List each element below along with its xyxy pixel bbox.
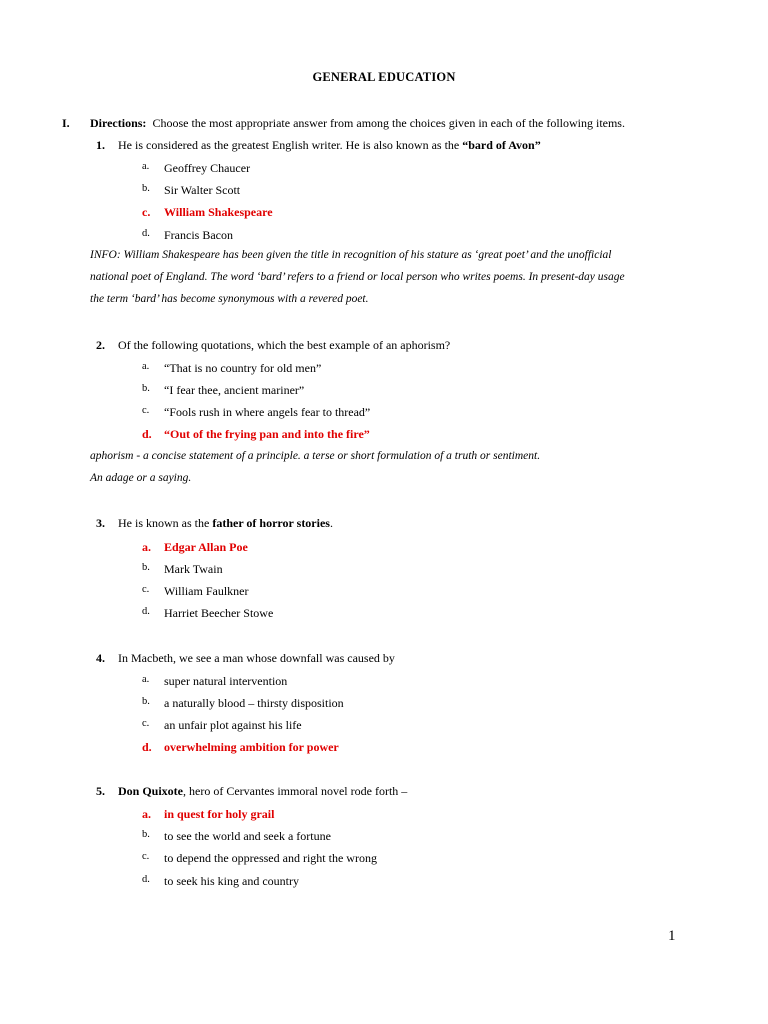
- option-label: a.: [142, 674, 150, 685]
- option-text: William Shakespeare: [164, 205, 273, 219]
- option-label: a.: [142, 161, 150, 172]
- option-label: d.: [142, 427, 152, 441]
- question-number: 2.: [96, 338, 105, 352]
- option-text: an unfair plot against his life: [164, 718, 302, 732]
- option-text: “That is no country for old men”: [164, 361, 322, 375]
- section-numeral: I.: [62, 116, 70, 130]
- option-label: b.: [142, 562, 150, 573]
- option-label: c.: [142, 405, 150, 416]
- page-number: 1: [668, 928, 676, 944]
- option-text: a naturally blood – thirsty disposition: [164, 696, 344, 710]
- question-text-after: .: [329, 516, 333, 530]
- option-text: “Out of the frying pan and into the fire”: [164, 427, 370, 441]
- question-number: 1.: [96, 138, 105, 152]
- question-text: [118, 516, 333, 531]
- option-text: “I fear thee, ancient mariner”: [164, 383, 305, 397]
- option-text: William Faulkner: [164, 584, 249, 598]
- q2-info: [90, 445, 650, 489]
- info-line: INFO: William Shakespeare has been given the title in recognition of his stature as ‘great poet’ and the unofficial: [90, 249, 612, 261]
- option-text: overwhelming ambition for power: [164, 740, 339, 754]
- info-line: An adage or a saying.: [90, 472, 192, 484]
- question-text: [118, 138, 541, 153]
- question-text-bold: father of horror stories: [212, 516, 330, 530]
- option-text: to depend the oppressed and right the wrong: [164, 851, 377, 865]
- page-title: GENERAL EDUCATION: [312, 70, 456, 84]
- option-label: b.: [142, 383, 150, 394]
- option-label: d.: [142, 606, 150, 617]
- option-text: super natural intervention: [164, 674, 288, 688]
- option-label: c.: [142, 851, 150, 862]
- question-text: Of the following quotations, which the best example of an aphorism?: [118, 338, 451, 352]
- info-line: national poet of England. The word ‘bard’ refers to a friend or local person who writes poems. In present-day usage: [90, 271, 625, 283]
- option-label: d.: [142, 874, 150, 885]
- option-text: Geoffrey Chaucer: [164, 161, 251, 175]
- option-text: to see the world and seek a fortune: [164, 829, 331, 843]
- option-label: d.: [142, 740, 152, 754]
- option-label: b.: [142, 829, 150, 840]
- question-number: 4.: [96, 651, 105, 665]
- option-label: c.: [142, 718, 150, 729]
- question-text-bold: “bard of Avon”: [462, 138, 541, 152]
- question-text: [118, 784, 407, 799]
- info-line: aphorism - a concise statement of a principle. a terse or short formulation of a truth or sentiment.: [90, 450, 541, 462]
- directions-text: Choose the most appropriate answer from among the choices given in each of the following items.: [152, 116, 625, 130]
- option-label: c.: [142, 584, 150, 595]
- question-text-plain: He is known as the: [118, 516, 210, 530]
- option-label: b.: [142, 696, 150, 707]
- question-text: In Macbeth, we see a man whose downfall was caused by: [118, 651, 395, 665]
- option-text: Mark Twain: [164, 562, 223, 576]
- option-label: a.: [142, 540, 151, 554]
- option-label: d.: [142, 228, 150, 239]
- option-text: “Fools rush in where angels fear to thread”: [164, 405, 371, 419]
- option-text: Francis Bacon: [164, 228, 233, 242]
- question-text-after: , hero of Cervantes immoral novel rode forth –: [183, 784, 408, 798]
- option-text: Edgar Allan Poe: [164, 540, 248, 554]
- q1-info: [90, 244, 650, 310]
- option-label: b.: [142, 183, 150, 194]
- question-number: 3.: [96, 516, 105, 530]
- info-line: the term ‘bard’ has become synonymous with a revered poet.: [90, 293, 369, 305]
- option-label: a.: [142, 807, 151, 821]
- option-label: c.: [142, 205, 151, 219]
- directions: [90, 116, 625, 131]
- question-text-plain: He is considered as the greatest English writer. He is also known as the: [118, 138, 460, 152]
- option-label: a.: [142, 361, 150, 372]
- option-text: Sir Walter Scott: [164, 183, 241, 197]
- question-number: 5.: [96, 784, 105, 798]
- question-text-bold: Don Quixote: [118, 784, 184, 798]
- option-text: Harriet Beecher Stowe: [164, 606, 274, 620]
- option-text: to seek his king and country: [164, 874, 299, 888]
- directions-label: Directions:: [90, 116, 147, 130]
- option-text: in quest for holy grail: [164, 807, 275, 821]
